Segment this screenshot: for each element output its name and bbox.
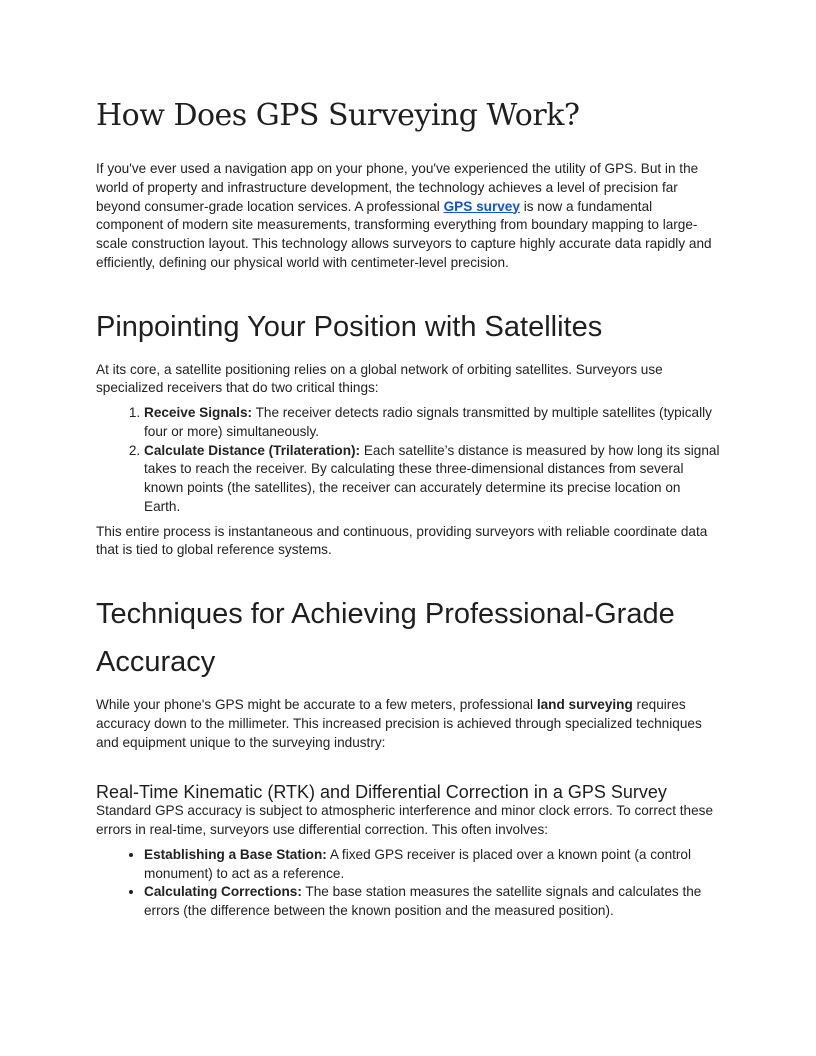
list-item: [144, 442, 720, 517]
section1-outro: This entire process is instantaneous and continuous, providing surveyors with reliable coordinate data that is tied to global reference systems.: [96, 523, 708, 558]
section-heading-satellites: Pinpointing Your Position with Satellites: [96, 310, 603, 343]
list-item-text: The receiver detects radio signals transmitted by multiple satellites (typically four or more) simultaneously.: [144, 405, 712, 439]
subsection-heading-rtk: Real-Time Kinematic (RTK) and Differential Correction in a GPS Survey: [96, 782, 667, 803]
list-item: [144, 404, 720, 442]
rtk-steps-list: [96, 846, 720, 921]
document-body: [96, 96, 720, 927]
page-title: How Does GPS Surveying Work?: [96, 98, 580, 133]
subsection-intro: Standard GPS accuracy is subject to atmospheric interference and minor clock errors. To correct these errors in real-time, surveyors use differential correction. This often involves:: [96, 803, 714, 837]
list-item: [144, 846, 720, 884]
intro-text-after: is now a fundamental component of modern site measurements, transforming everything from boundary mapping to large-scale construction layout. This technology allows surveyors to capture highly accurate data rapidly and efficiently, defining our physical world with centimeter-level precision.: [96, 198, 712, 270]
list-item-label: Receive Signals:: [144, 405, 253, 420]
gps-survey-link[interactable]: GPS survey: [443, 198, 520, 214]
list-item: [144, 883, 720, 921]
section2-intro: While your phone's GPS might be accurate to a few meters, professional land surveying requires accuracy down to the millimeter. This increased precision is achieved through specialized techniques and equipment unique to the surveying industry:: [96, 697, 702, 750]
list-item-label: Calculate Distance (Trilateration):: [144, 442, 361, 458]
list-item-text: A fixed GPS receiver is placed over a known point (a control monument) to act as a reference.: [144, 846, 692, 881]
satellite-steps-list: [96, 404, 720, 517]
list-item-label: Calculating Corrections:: [144, 884, 302, 900]
list-item-text: The base station measures the satellite signals and calculates the errors (the difference between the known position and the measured position).: [144, 884, 702, 918]
list-item-text: Each satellite’s distance is measured by how long its signal takes to reach the receiver. By calculating these three-dimensional distances from several known points (the satellites), the receiver can accurately determine its precise location on Earth.: [144, 442, 720, 514]
intro-paragraph: [96, 160, 720, 273]
section1-intro: At its core, a satellite positioning relies on a global network of orbiting satellites. Surveyors use specialized receivers that do two critical things:: [96, 361, 663, 396]
intro-text-before: If you've ever used a navigation app on your phone, you've experienced the utility of GPS. But in the world of property and infrastructure development, the technology achieves a level of precision far beyond consumer-grade location services. A professional: [96, 161, 699, 214]
land-surveying-bold: land surveying: [536, 697, 633, 712]
list-item-label: Establishing a Base Station:: [144, 846, 327, 862]
section-heading-techniques: Techniques for Achieving Professional-Grade Accuracy: [96, 598, 675, 678]
